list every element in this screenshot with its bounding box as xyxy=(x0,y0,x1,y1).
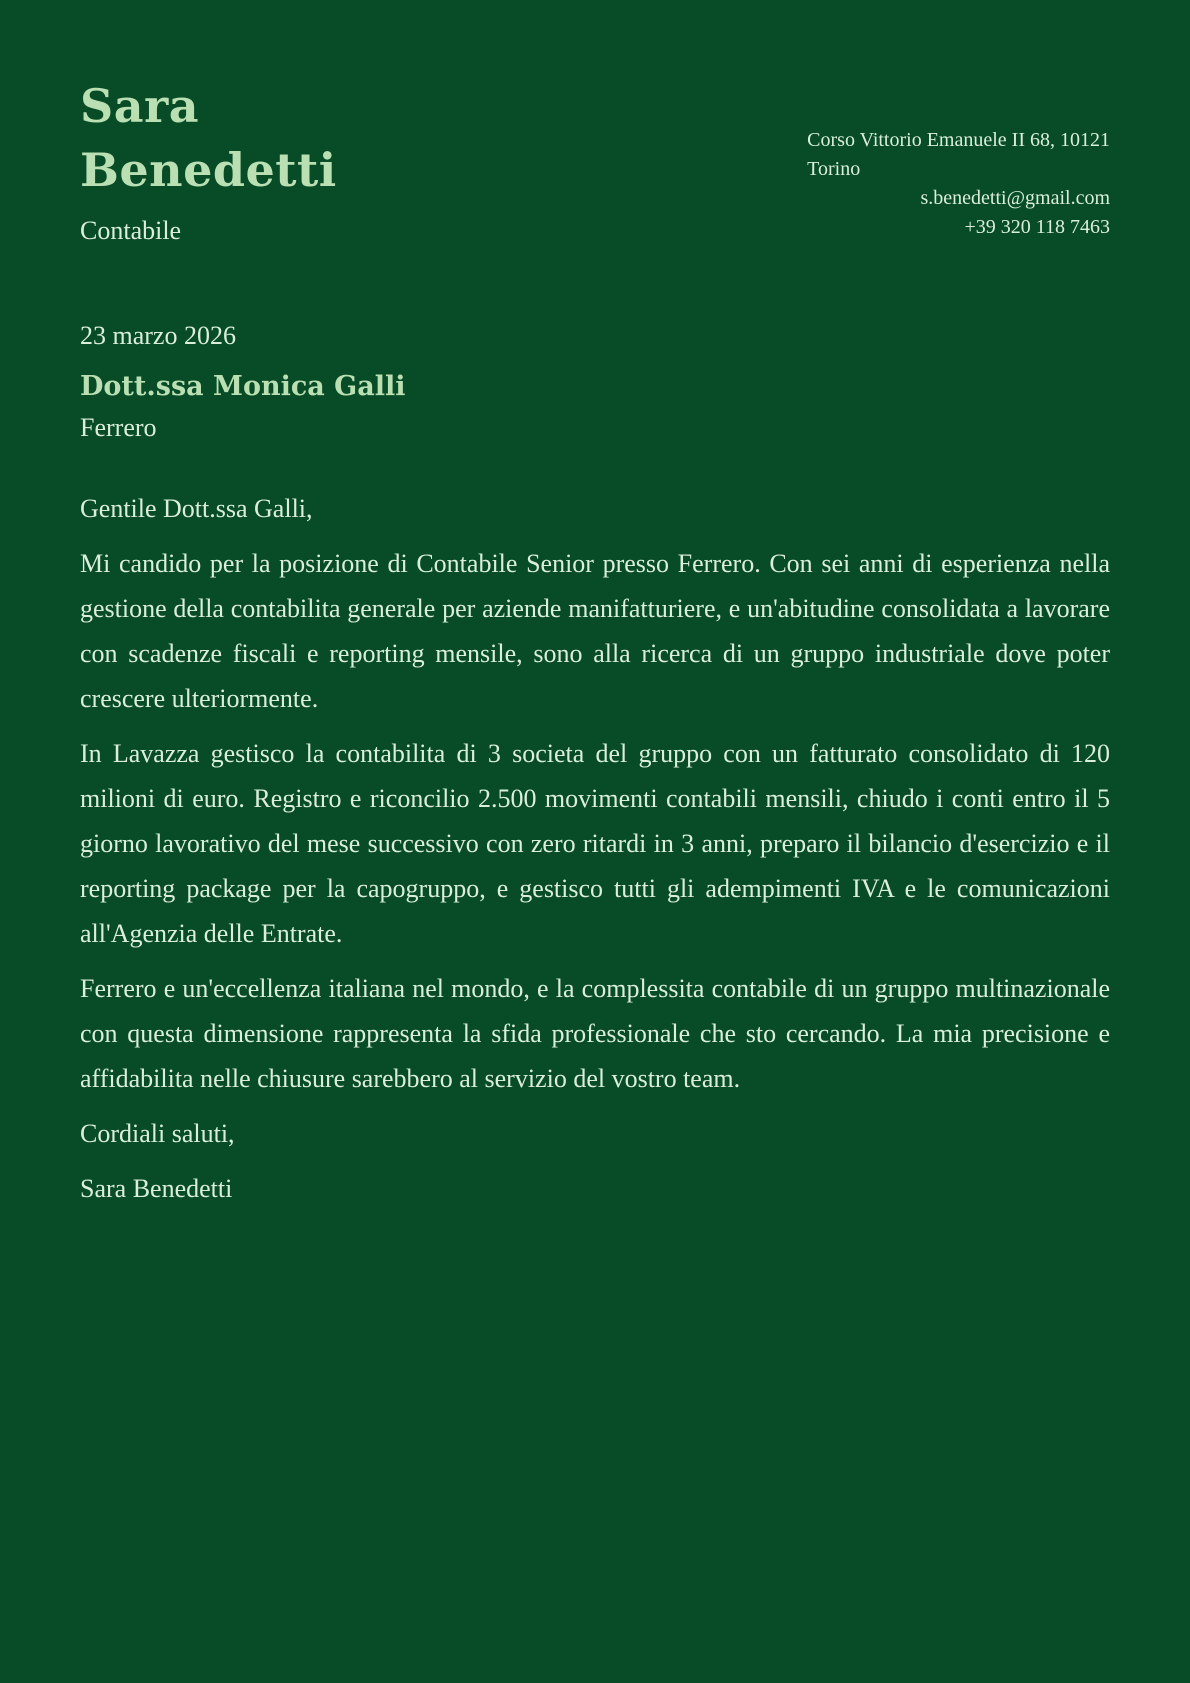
paragraph-3: Ferrero e un'eccellenza italiana nel mondo, e la complessita contabile di un gruppo multinazionale con questa dimensione rappresenta la sfida professionale che sto cercando. La mia precisione e affidabilita nelle chiusure sarebbero al servizio del vostro team. xyxy=(80,974,1110,1093)
sender-identity xyxy=(80,74,400,248)
closing: Cordiali saluti, xyxy=(80,1119,235,1148)
paragraph-2: In Lavazza gestisco la contabilita di 3 societa del gruppo con un fatturato consolidato di 120 milioni di euro. Registro e riconcilio 2.500 movimenti contabili mensili, chiudo i conti entro il 5 giorno lavorativo del mese successivo con zero ritardi in 3 anni, preparo il bilancio d'esercizio e il reporting package per la capogruppo, e gestisco tutti gli adempimenti IVA e le comunicazioni all'Agenzia delle Entrate. xyxy=(80,739,1110,948)
contact-info xyxy=(807,126,1110,242)
contact-phone: +39 320 118 7463 xyxy=(964,216,1110,238)
letter-date: 23 marzo 2026 xyxy=(80,321,236,350)
contact-address-line-1: Corso Vittorio Emanuele II 68, 10121 xyxy=(807,129,1110,151)
sender-job-title: Contabile xyxy=(80,216,182,245)
contact-address-line-2: Torino xyxy=(807,158,861,180)
letter-body xyxy=(80,486,1110,1211)
signature: Sara Benedetti xyxy=(80,1174,233,1203)
letterhead xyxy=(80,74,1110,248)
paragraph-1: Mi candido per la posizione di Contabile Senior presso Ferrero. Con sei anni di esperienza nella gestione della contabilita generale per aziende manifatturiere, e un'abitudine consolidata a lavorare con scadenze fiscali e reporting mensile, sono alla ricerca di un gruppo industriale dove poter crescere ulteriormente. xyxy=(80,549,1110,713)
recipient-block xyxy=(80,370,1110,444)
sender-name: Sara Benedetti xyxy=(80,79,337,197)
recipient-company: Ferrero xyxy=(80,413,157,442)
contact-email: s.benedetti@gmail.com xyxy=(920,187,1110,209)
recipient-name: Dott.ssa Monica Galli xyxy=(80,371,406,402)
salutation: Gentile Dott.ssa Galli, xyxy=(80,494,313,523)
contact-address xyxy=(807,126,1110,184)
